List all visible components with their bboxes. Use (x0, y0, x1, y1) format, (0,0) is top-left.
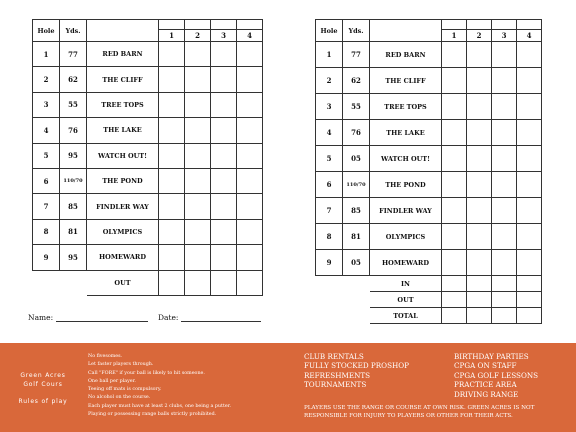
hole-row (33, 42, 263, 67)
hole-number: 7 (316, 198, 343, 224)
hole-name: THE POND (370, 172, 442, 198)
score-cell[interactable] (237, 67, 263, 92)
services-col-1 (304, 352, 409, 390)
scorecard-left-body (33, 20, 263, 42)
score-cell[interactable] (159, 194, 185, 219)
hole-row (33, 168, 263, 193)
total-label: IN (370, 276, 442, 292)
hole-name: THE CLIFF (370, 68, 442, 94)
score-cell[interactable] (211, 245, 237, 270)
hole-name: RED BARN (370, 42, 442, 68)
hole-yards: 95 (60, 245, 87, 270)
score-cell[interactable] (492, 276, 517, 292)
footer-banner (0, 343, 576, 432)
score-cell[interactable] (517, 120, 542, 146)
hole-name: FINDLER WAY (370, 198, 442, 224)
score-cell[interactable] (442, 68, 467, 94)
score-cell[interactable] (185, 219, 211, 244)
hole-number: 4 (33, 118, 60, 143)
hole-number: 8 (316, 224, 343, 250)
hole-name: TREE TOPS (87, 92, 159, 117)
score-cell[interactable] (159, 143, 185, 168)
score-cell[interactable] (185, 194, 211, 219)
total-row-out (316, 292, 542, 308)
blank-cell (33, 270, 60, 295)
blank-cell (343, 292, 370, 308)
date-field[interactable] (181, 321, 261, 322)
hole-number: 4 (316, 120, 343, 146)
scorecard-right-body (316, 20, 542, 42)
score-cell[interactable] (185, 245, 211, 270)
hole-number: 3 (316, 94, 343, 120)
rules-list (88, 353, 231, 419)
score-cell[interactable] (185, 42, 211, 67)
hole-name: THE POND (87, 168, 159, 193)
total-row-total (316, 308, 542, 324)
rule-item: Playing or possessing range balls strictly prohibited. (88, 412, 217, 418)
hole-name: WATCH OUT! (87, 143, 159, 168)
round-header-spacer (211, 20, 237, 30)
round-header-spacer (159, 20, 185, 30)
score-cell[interactable] (237, 168, 263, 193)
brand-spacer (8, 389, 78, 397)
score-cell[interactable] (442, 42, 467, 68)
yds-header: Yds. (60, 20, 87, 42)
score-cell[interactable] (237, 245, 263, 270)
scorecard-left (32, 19, 263, 296)
service-item: CPGA ON STAFF (454, 361, 517, 371)
score-cell[interactable] (237, 118, 263, 143)
hole-row (316, 94, 542, 120)
score-cell[interactable] (237, 42, 263, 67)
hole-header: Hole (33, 20, 60, 42)
score-cell[interactable] (211, 143, 237, 168)
score-cell[interactable] (517, 68, 542, 94)
score-cell[interactable] (517, 308, 542, 324)
hole-number: 5 (33, 143, 60, 168)
hole-yards: 81 (60, 219, 87, 244)
hole-number: 9 (33, 245, 60, 270)
rule-item: Each player must have at least 2 clubs, one being a putter. (88, 403, 231, 409)
score-cell[interactable] (211, 219, 237, 244)
score-cell[interactable] (159, 92, 185, 117)
score-cell[interactable] (492, 198, 517, 224)
score-cell[interactable] (467, 172, 492, 198)
score-cell[interactable] (467, 292, 492, 308)
blank-cell (316, 292, 343, 308)
round-header-spacer (442, 20, 467, 30)
service-item: TOURNAMENTS (304, 380, 367, 390)
blank-cell (316, 276, 343, 292)
score-cell[interactable] (492, 146, 517, 172)
score-cell[interactable] (237, 92, 263, 117)
score-cell[interactable] (492, 292, 517, 308)
hole-yards: 77 (60, 42, 87, 67)
score-cell[interactable] (467, 146, 492, 172)
score-cell[interactable] (211, 42, 237, 67)
hole-row (33, 67, 263, 92)
score-cell[interactable] (159, 245, 185, 270)
hole-row (33, 143, 263, 168)
hole-number: 9 (316, 250, 343, 276)
score-cell[interactable] (517, 276, 542, 292)
service-item: FULLY STOCKED PROSHOP (304, 361, 409, 371)
hole-row (33, 92, 263, 117)
hole-row (33, 245, 263, 270)
hole-row (33, 118, 263, 143)
round-header-4: 4 (237, 30, 263, 42)
hole-name: OLYMPICS (370, 224, 442, 250)
score-cell[interactable] (492, 120, 517, 146)
total-label: OUT (87, 270, 159, 295)
score-cell[interactable] (237, 143, 263, 168)
score-cell[interactable] (442, 292, 467, 308)
hole-yards: 55 (60, 92, 87, 117)
score-cell[interactable] (185, 270, 211, 295)
round-header-2: 2 (467, 30, 492, 42)
hole-yards: 62 (60, 67, 87, 92)
round-header-spacer (517, 20, 542, 30)
round-header-3: 3 (211, 30, 237, 42)
score-cell[interactable] (442, 146, 467, 172)
service-item: CLUB RENTALS (304, 352, 364, 361)
total-label: OUT (370, 292, 442, 308)
hole-number: 2 (33, 67, 60, 92)
score-cell[interactable] (467, 308, 492, 324)
rule-item: One ball per player. (88, 378, 136, 384)
score-cell[interactable] (442, 120, 467, 146)
total-row-in (316, 276, 542, 292)
score-cell[interactable] (442, 94, 467, 120)
score-cell[interactable] (211, 118, 237, 143)
brand-line-1: Green Acres (20, 372, 66, 379)
round-header-spacer (237, 20, 263, 30)
score-cell[interactable] (492, 250, 517, 276)
score-cell[interactable] (467, 68, 492, 94)
score-cell[interactable] (492, 224, 517, 250)
score-cell[interactable] (211, 67, 237, 92)
score-cell[interactable] (517, 250, 542, 276)
service-item: REFRESHMENTS (304, 370, 371, 380)
brand-block (8, 371, 78, 406)
rule-item: Teeing off mats is compulsory. (88, 387, 162, 393)
hole-rows-right (316, 42, 542, 276)
hole-yards: 95 (60, 143, 87, 168)
blank-cell (343, 276, 370, 292)
score-cell[interactable] (517, 292, 542, 308)
score-cell[interactable] (517, 146, 542, 172)
rule-item: No alcohol on the course. (88, 395, 151, 401)
score-cell[interactable] (442, 250, 467, 276)
round-header-spacer (467, 20, 492, 30)
hole-number: 1 (316, 42, 343, 68)
hole-row (316, 68, 542, 94)
score-cell[interactable] (492, 94, 517, 120)
score-cell[interactable] (159, 42, 185, 67)
hole-number: 6 (33, 168, 60, 193)
score-cell[interactable] (517, 172, 542, 198)
score-cell[interactable] (211, 92, 237, 117)
total-label: TOTAL (370, 308, 442, 324)
hole-number: 6 (316, 172, 343, 198)
score-cell[interactable] (467, 120, 492, 146)
score-cell[interactable] (467, 250, 492, 276)
rule-item: No fivesomes. (88, 354, 123, 359)
hole-yards: 110/70 (60, 168, 87, 193)
date-line (158, 313, 261, 322)
hole-name: THE LAKE (87, 118, 159, 143)
hole-row (316, 42, 542, 68)
hole-row (316, 250, 542, 276)
score-cell[interactable] (159, 219, 185, 244)
hole-yards: 05 (343, 250, 370, 276)
hole-header: Hole (316, 20, 343, 42)
hole-number: 5 (316, 146, 343, 172)
header-top-row (33, 20, 263, 30)
score-cell[interactable] (185, 92, 211, 117)
hole-yards: 81 (343, 224, 370, 250)
name-label: Name: (28, 313, 54, 322)
name-header (370, 20, 442, 42)
score-cell[interactable] (517, 224, 542, 250)
name-field[interactable] (56, 321, 148, 322)
rules-heading: Rules of play (18, 398, 68, 405)
hole-name: TREE TOPS (370, 94, 442, 120)
hole-yards: 85 (343, 198, 370, 224)
service-item: CPGA GOLF LESSONS (454, 370, 539, 380)
blank-cell (316, 308, 343, 324)
round-header-spacer (185, 20, 211, 30)
rule-item: Call "FORE" if your ball is likely to hit someone. (88, 370, 205, 376)
hole-name: HOMEWARD (87, 245, 159, 270)
rule-item: Let faster players through. (88, 362, 154, 368)
hole-rows-left (33, 42, 263, 271)
totals-left (33, 270, 263, 295)
score-cell[interactable] (159, 67, 185, 92)
hole-row (33, 194, 263, 219)
score-cell[interactable] (467, 198, 492, 224)
disclaimer-text: PLAYERS USE THE RANGE OR COURSE AT OWN RISK. GREEN ACRES IS NOT RESPONSIBLE FOR INJURY TO PLAYERS OR OTHER FOR THEIR ACTS. (304, 405, 535, 419)
score-cell[interactable] (159, 118, 185, 143)
hole-name: OLYMPICS (87, 219, 159, 244)
hole-name: WATCH OUT! (370, 146, 442, 172)
hole-number: 3 (33, 92, 60, 117)
hole-yards: 76 (60, 118, 87, 143)
hole-yards: 55 (343, 94, 370, 120)
name-line (28, 313, 148, 322)
service-item: DRIVING RANGE (454, 389, 519, 399)
score-cell[interactable] (159, 270, 185, 295)
score-cell[interactable] (467, 224, 492, 250)
hole-yards: 62 (343, 68, 370, 94)
score-cell[interactable] (185, 143, 211, 168)
name-header (87, 20, 159, 42)
round-header-2: 2 (185, 30, 211, 42)
score-cell[interactable] (492, 172, 517, 198)
round-header-4: 4 (517, 30, 542, 42)
hole-name: HOMEWARD (370, 250, 442, 276)
hole-number: 7 (33, 194, 60, 219)
score-cell[interactable] (517, 94, 542, 120)
hole-name: FINDLER WAY (87, 194, 159, 219)
round-header-1: 1 (159, 30, 185, 42)
hole-yards: 110/70 (343, 172, 370, 198)
round-header-spacer (492, 20, 517, 30)
hole-yards: 77 (343, 42, 370, 68)
services-col-2 (454, 352, 538, 399)
round-header-3: 3 (492, 30, 517, 42)
hole-yards: 85 (60, 194, 87, 219)
score-cell[interactable] (211, 194, 237, 219)
hole-row (316, 146, 542, 172)
score-cell[interactable] (211, 168, 237, 193)
score-cell[interactable] (159, 168, 185, 193)
hole-name: RED BARN (87, 42, 159, 67)
score-cell[interactable] (185, 118, 211, 143)
hole-row (33, 219, 263, 244)
total-row-out (33, 270, 263, 295)
blank-cell (343, 308, 370, 324)
score-cell[interactable] (237, 219, 263, 244)
score-cell[interactable] (185, 67, 211, 92)
score-cell[interactable] (492, 68, 517, 94)
hole-row (316, 224, 542, 250)
score-cell[interactable] (442, 172, 467, 198)
score-cell[interactable] (185, 168, 211, 193)
hole-name: THE LAKE (370, 120, 442, 146)
scorecard-right (315, 19, 542, 324)
hole-number: 8 (33, 219, 60, 244)
service-item: BIRTHDAY PARTIES (454, 352, 529, 361)
brand-line-2: Golf Cours (23, 381, 63, 388)
date-label: Date: (158, 313, 179, 322)
hole-yards: 76 (343, 120, 370, 146)
hole-number: 1 (33, 42, 60, 67)
header-top-row (316, 20, 542, 30)
score-cell[interactable] (517, 198, 542, 224)
hole-row (316, 120, 542, 146)
round-header-1: 1 (442, 30, 467, 42)
score-cell[interactable] (211, 270, 237, 295)
score-cell[interactable] (442, 308, 467, 324)
hole-row (316, 172, 542, 198)
score-cell[interactable] (442, 276, 467, 292)
score-cell[interactable] (467, 276, 492, 292)
hole-name: THE CLIFF (87, 67, 159, 92)
score-cell[interactable] (237, 270, 263, 295)
score-cell[interactable] (442, 224, 467, 250)
hole-number: 2 (316, 68, 343, 94)
score-cell[interactable] (442, 198, 467, 224)
yds-header: Yds. (343, 20, 370, 42)
score-cell[interactable] (492, 42, 517, 68)
score-cell[interactable] (517, 42, 542, 68)
score-cell[interactable] (237, 194, 263, 219)
hole-yards: 05 (343, 146, 370, 172)
service-item: PRACTICE AREA (454, 380, 517, 390)
hole-row (316, 198, 542, 224)
score-cell[interactable] (467, 42, 492, 68)
blank-cell (60, 270, 87, 295)
score-cell[interactable] (492, 308, 517, 324)
score-cell[interactable] (467, 94, 492, 120)
totals-right (316, 276, 542, 324)
